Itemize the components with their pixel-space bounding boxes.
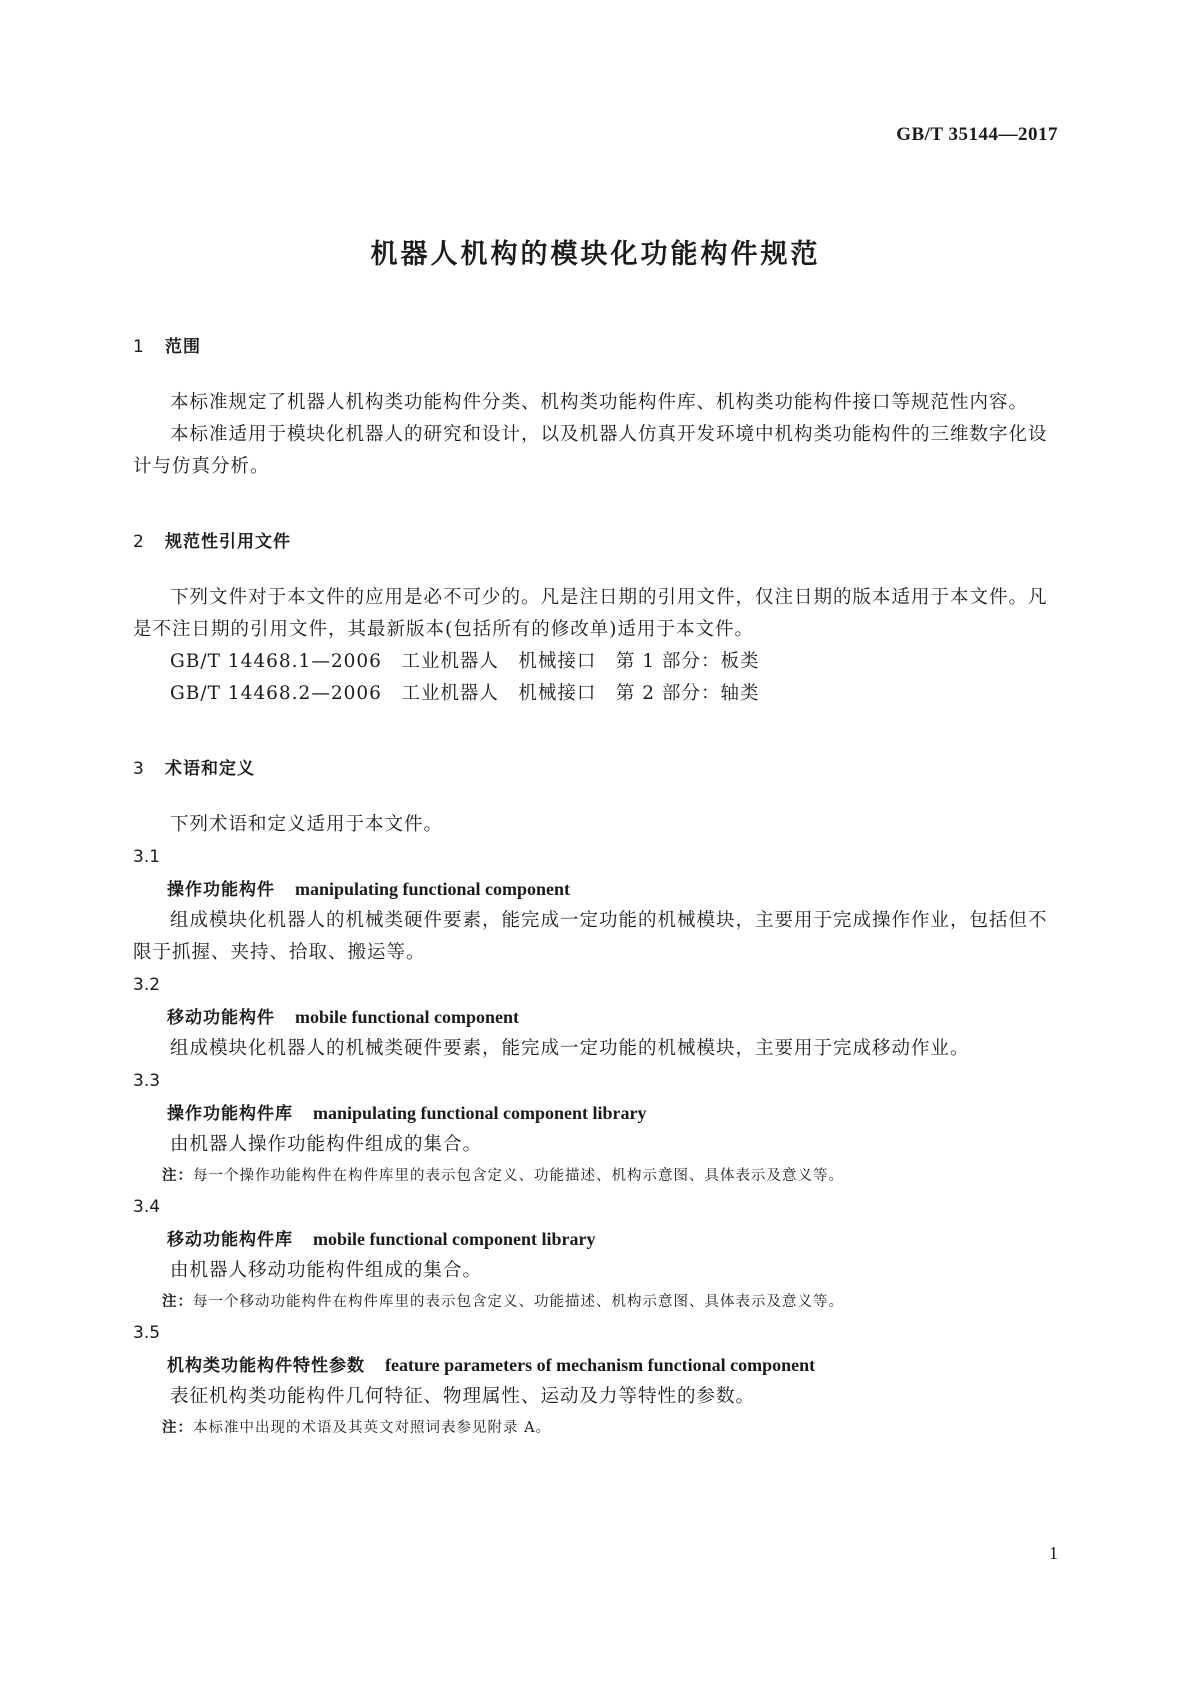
reference-item: GB/T 14468.2—2006 工业机器人 机械接口 第 2 部分：轴类 [170, 683, 760, 704]
term-name [133, 1097, 1058, 1129]
term-number: 3.1 [133, 847, 161, 867]
term-name-en: feature parameters of mechanism functional component [385, 1355, 816, 1375]
term-name-en: manipulating functional component [295, 879, 571, 899]
note-text: 本标准中出现的术语及其英文对照词表参见附录 A。 [193, 1420, 552, 1436]
term-number: 3.3 [133, 1071, 161, 1091]
term-definition: 由机器人移动功能构件组成的集合。 [170, 1260, 483, 1281]
term-name [133, 1349, 1058, 1381]
term-name-en: mobile functional component library [313, 1229, 596, 1249]
reference-item: GB/T 14468.1—2006 工业机器人 机械接口 第 1 部分：板类 [170, 651, 760, 672]
paragraph: 本标准规定了机器人机构类功能构件分类、机构类功能构件库、机构类功能构件接口等规范性内容。 [170, 392, 1029, 413]
term-definition: 组成模块化机器人的机械类硬件要素，能完成一定功能的机械模块，主要用于完成移动作业。 [170, 1038, 970, 1059]
note-label: 注： [162, 1294, 193, 1310]
term-number: 3.2 [133, 975, 161, 995]
section-title: 范围 [165, 337, 201, 357]
section-heading-1 [133, 334, 1058, 360]
term-name-en: mobile functional component [295, 1007, 520, 1027]
term-note [133, 1287, 1058, 1317]
term-name [133, 1223, 1058, 1255]
paragraph: 下列术语和定义适用于本文件。 [170, 814, 444, 835]
page-number: 1 [1049, 1543, 1058, 1563]
term-name-en: manipulating functional component library [313, 1103, 647, 1123]
term-definition: 由机器人操作功能构件组成的集合。 [170, 1134, 483, 1155]
note-label: 注： [162, 1168, 193, 1184]
note-text: 每一个移动功能构件在构件库里的表示包含定义、功能描述、机构示意图、具体表示及意义等。 [193, 1294, 844, 1310]
term-number: 3.4 [133, 1197, 161, 1217]
term-name-zh: 移动功能构件 [167, 1008, 275, 1028]
section-number: 3 [133, 759, 145, 779]
section-heading-2 [133, 529, 1058, 555]
term-name-zh: 操作功能构件库 [167, 1104, 293, 1124]
standard-code: GB/T 35144—2017 [896, 124, 1058, 145]
document-title: 机器人机构的模块化功能构件规范 [370, 239, 821, 270]
note-text: 每一个操作功能构件在构件库里的表示包含定义、功能描述、机构示意图、具体表示及意义等。 [193, 1168, 844, 1184]
section-number: 1 [133, 337, 145, 357]
term-name [133, 1001, 1058, 1033]
term-definition: 组成模块化机器人的机械类硬件要素，能完成一定功能的机械模块，主要用于完成操作作业，包括但不限于抓握、夹持、拾取、搬运等。 [133, 910, 1048, 963]
term-note [133, 1161, 1058, 1191]
section-heading-3 [133, 756, 1058, 782]
section-number: 2 [133, 532, 145, 552]
term-note [133, 1413, 1058, 1443]
note-label: 注： [162, 1420, 193, 1436]
term-name [133, 873, 1058, 905]
term-name-zh: 机构类功能构件特性参数 [167, 1356, 365, 1376]
paragraph: 本标准适用于模块化机器人的研究和设计，以及机器人仿真开发环境中机构类功能构件的三维数字化设计与仿真分析。 [133, 424, 1048, 477]
document-body [133, 334, 1058, 1443]
section-title: 规范性引用文件 [165, 532, 291, 552]
term-definition: 表征机构类功能构件几何特征、物理属性、运动及力等特性的参数。 [170, 1386, 756, 1407]
paragraph: 下列文件对于本文件的应用是必不可少的。凡是注日期的引用文件，仅注日期的版本适用于本文件。凡是不注日期的引用文件，其最新版本(包括所有的修改单)适用于本文件。 [133, 587, 1048, 640]
section-title: 术语和定义 [165, 759, 255, 779]
term-name-zh: 移动功能构件库 [167, 1230, 293, 1250]
term-number: 3.5 [133, 1323, 161, 1343]
term-name-zh: 操作功能构件 [167, 880, 275, 900]
